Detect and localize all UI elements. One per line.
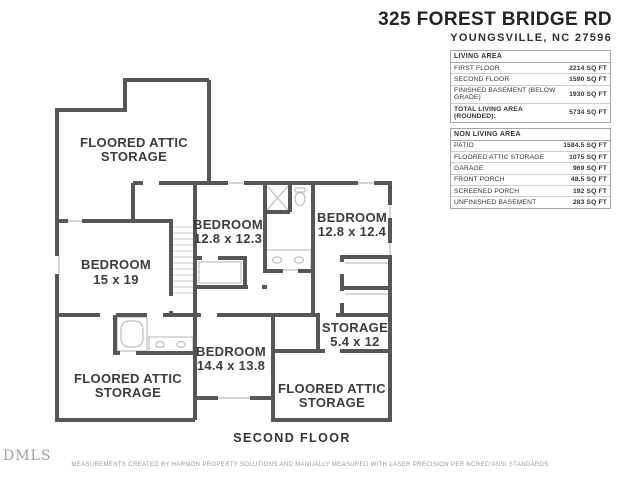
room-label-bedroom-12.8x12.3: BEDROOM: [193, 217, 263, 232]
row-value: 2214 SQ FT: [569, 64, 607, 72]
row-label: SECOND FLOOR: [454, 76, 510, 84]
row-value: 969 SQ FT: [572, 164, 607, 172]
room-dims-bedroom-15x19: 15 x 19: [93, 272, 139, 287]
row-label: FIRST FLOOR: [454, 64, 500, 72]
row-value: 192 SQ FT: [572, 187, 607, 195]
row-label: PATIO: [454, 142, 474, 150]
row-value: 1075 SQ FT: [569, 153, 607, 161]
room-label-attic-bottom-right: FLOORED ATTIC: [278, 381, 386, 396]
row-value: 283 SQ FT: [572, 199, 607, 207]
room-label-bedroom-12.8x12.4: BEDROOM: [317, 210, 387, 225]
sink-icon: [177, 342, 185, 348]
room-label-attic-top-left: FLOORED ATTIC: [80, 135, 188, 150]
row-value: 1590 SQ FT: [569, 76, 607, 84]
sink-icon: [273, 257, 282, 263]
row-label: FLOORED ATTIC STORAGE: [454, 153, 545, 161]
room-dims-bedroom-12.8x12.4: 12.8 x 12.4: [317, 224, 387, 239]
row-label: SCREENED PORCH: [454, 187, 520, 195]
property-address: 325 FOREST BRIDGE RD: [378, 9, 612, 30]
staircase: [173, 227, 193, 293]
row-label: UNFINISHED BASEMENT: [454, 199, 537, 207]
toilet-icon: [295, 193, 305, 206]
row-label: GARAGE: [454, 164, 484, 172]
row-value: 1584.5 SQ FT: [563, 142, 607, 150]
room-label-attic-bottom-right-2: STORAGE: [298, 395, 366, 410]
row-label: FINISHED BASEMENT (BELOW GRADE): [454, 87, 556, 102]
bathtub-icon: [121, 321, 143, 347]
room-labels: [74, 135, 388, 410]
disclaimer-text: MEASUREMENTS CREATED BY HARMON PROPERTY SOLUTIONS AND MANUALLY MEASURED WITH LASER PRECISION PER NCREC/ANSI STANDARDS: [71, 462, 549, 468]
row-label: FRONT PORCH: [454, 176, 505, 184]
floor-title: SECOND FLOOR: [233, 431, 351, 445]
row-label: TOTAL LIVING AREA (ROUNDED):: [454, 105, 523, 120]
room-label-bedroom-14.4x13.8: BEDROOM: [196, 344, 266, 359]
room-label-attic-top-left-2: STORAGE: [100, 149, 168, 164]
room-label-storage: STORAGE: [321, 320, 389, 335]
room-label-bedroom-15x19: BEDROOM: [81, 257, 151, 272]
dmls-watermark: DMLS: [3, 448, 52, 464]
toilet-icon: [295, 188, 305, 192]
room-dims-bedroom-12.8x12.3: 12.8 x 12.3: [193, 231, 263, 246]
room-label-attic-bottom-left-2: STORAGE: [94, 385, 162, 400]
room-label-attic-bottom-left: FLOORED ATTIC: [74, 371, 182, 386]
property-city-state-zip: YOUNGSVILLE, NC 27596: [450, 31, 612, 44]
living-area-title: LIVING AREA: [451, 51, 610, 63]
room-dims-storage: 5.4 x 12: [330, 334, 380, 349]
row-value: 5734 SQ FT: [569, 109, 607, 117]
non-living-area-title: NON LIVING AREA: [451, 129, 610, 141]
room-dims-bedroom-14.4x13.8: 14.4 x 13.8: [196, 358, 266, 373]
sink-icon: [156, 342, 164, 348]
closet-shelf: [199, 262, 241, 283]
row-value: 1930 SQ FT: [569, 90, 607, 98]
row-value: 48.5 SQ FT: [570, 176, 607, 184]
sink-icon: [295, 257, 304, 263]
